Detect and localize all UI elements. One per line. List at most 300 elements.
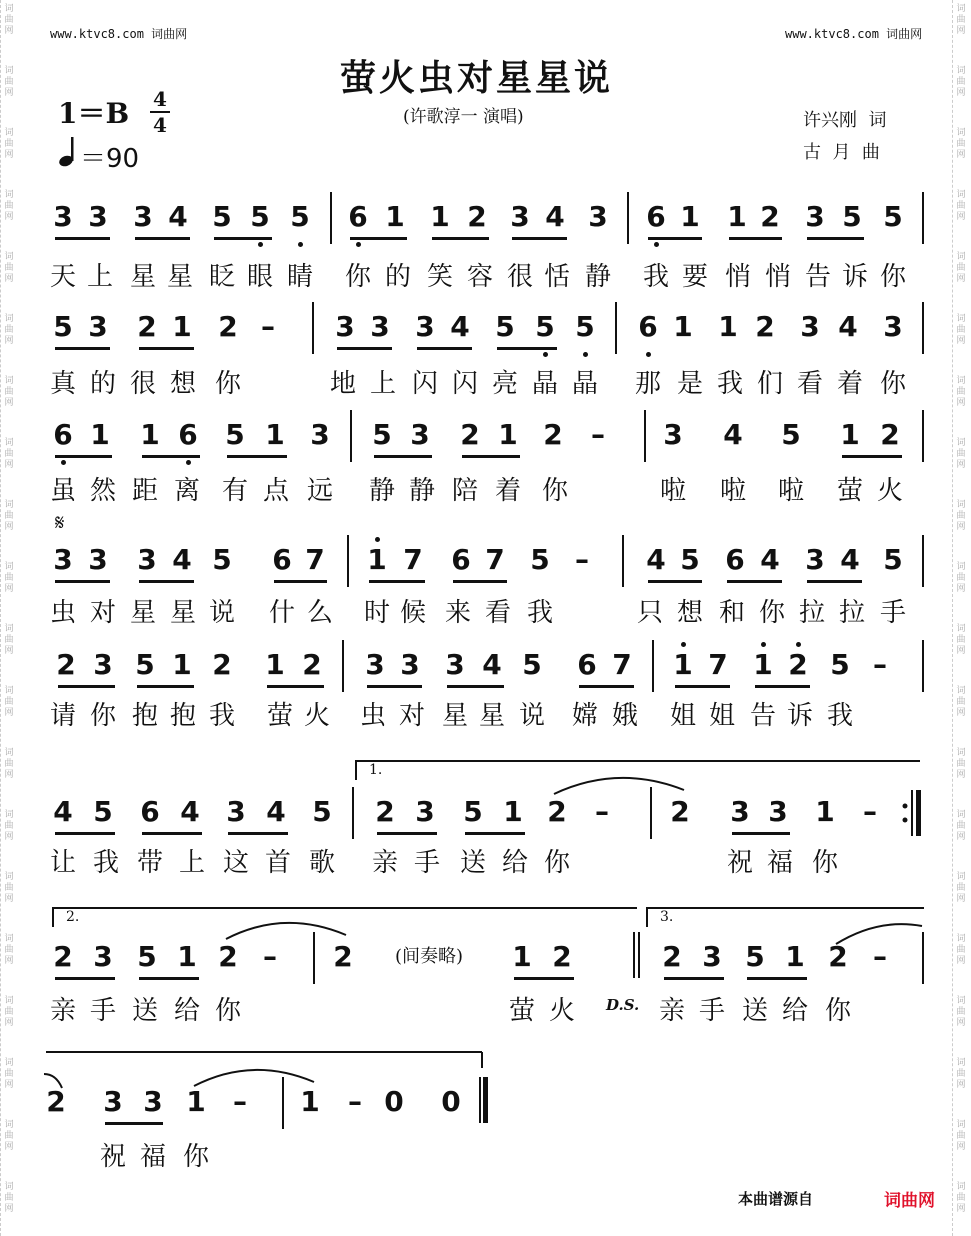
edge-watermark-char: 曲 (956, 387, 966, 397)
beam-underline (214, 237, 272, 240)
note: 2 (375, 795, 395, 828)
edge-watermark-char: 曲 (4, 325, 14, 335)
lyric-char: 告 (749, 701, 776, 731)
quarter-note-icon (58, 135, 78, 171)
note: 2 (218, 310, 238, 343)
edge-watermark-char: 曲 (956, 1131, 966, 1141)
beam-underline (727, 580, 782, 583)
beam-underline (675, 685, 730, 688)
beam-underline (55, 347, 110, 350)
lyric-char: 姐 (708, 701, 735, 731)
lyric-char: 的 (89, 369, 116, 399)
repeat-end-barline (900, 790, 924, 846)
lyric-char: 萤 (266, 701, 293, 731)
note: 5 (535, 310, 555, 343)
beam-underline (142, 832, 202, 835)
note: 1 (186, 1085, 206, 1118)
note: 5 (745, 940, 765, 973)
note: – (263, 940, 277, 973)
edge-watermark-char: 曲 (4, 697, 14, 707)
lyric-char: 你 (879, 262, 906, 292)
note: 7 (305, 543, 325, 576)
lyricist-credit: 许兴刚 词 (803, 110, 887, 131)
lyric-char: 然 (89, 476, 116, 506)
edge-watermark-char: 词 (956, 810, 966, 820)
note: 3 (88, 200, 108, 233)
edge-watermark-char: 网 (4, 398, 14, 408)
beam-underline (142, 455, 200, 458)
lyric-char: 我 (642, 262, 669, 292)
note: 1 (753, 648, 773, 681)
note: 3 (663, 418, 683, 451)
edge-watermark-char: 曲 (956, 201, 966, 211)
edge-watermark-char: 网 (4, 894, 14, 904)
edge-watermark-char: 曲 (4, 1007, 14, 1017)
edge-watermark-char: 词 (4, 562, 14, 572)
time-signature-bottom: 4 (153, 113, 167, 137)
note: 3 (133, 200, 153, 233)
lyric-char: 说 (518, 701, 545, 731)
note: 1 (172, 310, 192, 343)
lyric-char: 拉 (798, 598, 825, 628)
note: 6 (53, 418, 73, 451)
note: 4 (646, 543, 666, 576)
edge-watermark-char: 曲 (4, 77, 14, 87)
lyric-char: 看 (796, 369, 823, 399)
note: 5 (781, 418, 801, 451)
lyric-char: 亲 (49, 996, 76, 1026)
octave-dot-above (796, 642, 801, 647)
octave-dot-above (375, 537, 380, 542)
note: 5 (53, 310, 73, 343)
note: 3 (137, 543, 157, 576)
note: 3 (415, 795, 435, 828)
lyric-char: 上 (178, 848, 205, 878)
edge-watermark-char: 曲 (4, 263, 14, 273)
note: 5 (883, 543, 903, 576)
edge-watermark-char: 曲 (956, 77, 966, 87)
beam-underline (648, 580, 702, 583)
note: 4 (840, 543, 860, 576)
edge-watermark-char: 曲 (956, 263, 966, 273)
note: 5 (135, 648, 155, 681)
note: 3 (226, 795, 246, 828)
edge-watermark-char: 词 (4, 810, 14, 820)
edge-watermark-char: 网 (956, 150, 966, 160)
lyric-char: 萤 (508, 996, 535, 1026)
lyric-char: 们 (756, 369, 783, 399)
note: 5 (250, 200, 270, 233)
lyric-char: 亮 (491, 369, 518, 399)
barline (312, 302, 314, 354)
note: 3 (88, 543, 108, 576)
lyric-char: 虫 (359, 701, 386, 731)
edge-watermark-char: 词 (4, 314, 14, 324)
volta-number: 2. (66, 909, 80, 925)
lyric-char: 和 (718, 598, 745, 628)
edge-watermark-char: 词 (956, 1058, 966, 1068)
note: 2 (46, 1085, 66, 1118)
note: 6 (348, 200, 368, 233)
note: 4 (723, 418, 743, 451)
edge-watermark-char: 曲 (4, 449, 14, 459)
beam-underline (139, 347, 194, 350)
note: 1 (503, 795, 523, 828)
note: – (873, 940, 887, 973)
edge-watermark-char: 曲 (4, 1131, 14, 1141)
octave-dot-above (761, 642, 766, 647)
beam-underline (139, 977, 199, 980)
edge-watermark-char: 词 (956, 190, 966, 200)
lyric-char: 抱 (131, 701, 158, 731)
note: 2 (755, 310, 775, 343)
note: – (348, 1085, 362, 1118)
lyric-char: 你 (879, 369, 906, 399)
note: 6 (638, 310, 658, 343)
lyric-char: 告 (804, 262, 831, 292)
note: 3 (53, 200, 73, 233)
edge-watermark-char: 曲 (956, 1069, 966, 1079)
lyric-char: 的 (384, 262, 411, 292)
edge-watermark-char: 曲 (4, 945, 14, 955)
lyric-char: 火 (876, 476, 903, 506)
lyric-char: 来 (444, 598, 471, 628)
barline (922, 410, 924, 462)
edge-watermark-char: 词 (4, 438, 14, 448)
note: 2 (56, 648, 76, 681)
note: 2 (333, 940, 353, 973)
lyric-char: 只 (636, 598, 663, 628)
edge-watermark-char: 网 (4, 274, 14, 284)
beam-underline (417, 347, 472, 350)
note: 3 (588, 200, 608, 233)
note: 5 (575, 310, 595, 343)
key-signature: 1＝B (58, 97, 130, 130)
edge-watermark-char: 网 (956, 1142, 966, 1152)
edge-watermark-char: 词 (956, 128, 966, 138)
note: 1 (430, 200, 450, 233)
lyric-char: 手 (413, 848, 440, 878)
beam-underline (807, 580, 862, 583)
edge-watermark-char: 网 (956, 336, 966, 346)
note: 1 (265, 648, 285, 681)
edge-watermark-char: 曲 (4, 387, 14, 397)
lyric-char: 笑 (426, 262, 453, 292)
lyric-char: 福 (766, 848, 793, 878)
edge-watermark-char: 词 (4, 190, 14, 200)
lyric-char: 你 (811, 848, 838, 878)
lyric-char: 手 (698, 996, 725, 1026)
lyric-char: 静 (368, 476, 395, 506)
volta-number: 3. (660, 909, 674, 925)
lyric-char: 星 (169, 598, 196, 628)
lyric-char: 让 (49, 848, 76, 878)
beam-underline (274, 580, 327, 583)
lyric-char: 那 (634, 369, 661, 399)
tie-arc (832, 922, 924, 950)
edge-watermark-char: 网 (4, 522, 14, 532)
lyric-char: 亲 (658, 996, 685, 1026)
barline (922, 535, 924, 587)
barline (342, 640, 344, 692)
barline (652, 640, 654, 692)
edge-watermark-char: 网 (956, 646, 966, 656)
edge-watermark-char: 曲 (4, 759, 14, 769)
beam-underline (350, 237, 407, 240)
lyric-char: 说 (208, 598, 235, 628)
edge-watermark-char: 网 (4, 708, 14, 718)
lyric-char: 手 (879, 598, 906, 628)
edge-watermark-char: 曲 (4, 139, 14, 149)
note: – (261, 310, 275, 343)
note: 1 (367, 543, 387, 576)
beam-underline (807, 237, 864, 240)
edge-watermark-char: 网 (4, 88, 14, 98)
lyric-char: 给 (173, 996, 200, 1026)
edge-watermark-char: 网 (956, 1080, 966, 1090)
note: 7 (485, 543, 505, 576)
note: 5 (530, 543, 550, 576)
edge-watermark-char: 曲 (4, 573, 14, 583)
left-edge-strip (0, 0, 17, 1236)
note: 5 (93, 795, 113, 828)
note: 4 (53, 795, 73, 828)
lyric-char: 静 (408, 476, 435, 506)
note: – (863, 795, 877, 828)
lyric-char: 诉 (786, 701, 813, 731)
note: 3 (53, 543, 73, 576)
barline (627, 192, 629, 244)
note: 2 (543, 418, 563, 451)
edge-watermark-char: 词 (4, 252, 14, 262)
note: 2 (788, 648, 808, 681)
segno-sign: 𝄋 (55, 511, 65, 536)
note: 6 (451, 543, 471, 576)
note: 2 (760, 200, 780, 233)
note: 1 (727, 200, 747, 233)
lyric-char: 我 (526, 598, 553, 628)
edge-watermark-char: 网 (956, 88, 966, 98)
note: 2 (467, 200, 487, 233)
lyric-char: 么 (306, 598, 333, 628)
note: 2 (460, 418, 480, 451)
lyric-char: 你 (214, 996, 241, 1026)
lyric-char: 你 (543, 848, 570, 878)
edge-watermark-char: 词 (956, 996, 966, 1006)
note: 1 (512, 940, 532, 973)
note: 7 (403, 543, 423, 576)
edge-watermark-char: 网 (956, 770, 966, 780)
lyric-char: 对 (398, 701, 425, 731)
right-edge-strip (952, 0, 969, 1236)
edge-watermark-char: 曲 (4, 635, 14, 645)
lyric-char: 我 (208, 701, 235, 731)
beam-underline (105, 1122, 163, 1125)
lyric-char: 真 (49, 369, 76, 399)
note: 4 (450, 310, 470, 343)
edge-watermark-char: 词 (4, 500, 14, 510)
lyric-char: 恬 (543, 262, 570, 292)
edge-watermark-char: 词 (956, 1182, 966, 1192)
edge-watermark-char: 词 (4, 66, 14, 76)
note: 1 (673, 310, 693, 343)
note: 3 (702, 940, 722, 973)
song-title: 萤火虫对星星说 (340, 57, 614, 99)
edge-watermark-char: 网 (4, 460, 14, 470)
note: 5 (522, 648, 542, 681)
edge-watermark-char: 曲 (956, 573, 966, 583)
edge-watermark-char: 网 (956, 584, 966, 594)
lyric-char: 首 (264, 848, 291, 878)
edge-watermark-char: 词 (4, 376, 14, 386)
beam-underline (55, 580, 110, 583)
edge-watermark-char: 网 (4, 770, 14, 780)
edge-watermark-char: 词 (956, 562, 966, 572)
note: 6 (140, 795, 160, 828)
lyric-char: 你 (214, 369, 241, 399)
note: 1 (265, 418, 285, 451)
lyric-char: 虫 (49, 598, 76, 628)
source-site-link[interactable]: 词曲网 (884, 1191, 935, 1211)
beam-underline (729, 237, 782, 240)
lyric-char: 嫦 (571, 701, 598, 731)
note: 6 (725, 543, 745, 576)
barline (350, 410, 352, 462)
beam-underline (55, 977, 115, 980)
lyric-char: 你 (541, 476, 568, 506)
site-url-right[interactable]: www.ktvc8.com 词曲网 (785, 27, 923, 41)
lyric-char: 给 (781, 996, 808, 1026)
barline (615, 302, 617, 354)
note: 4 (172, 543, 192, 576)
edge-watermark-char: 词 (956, 376, 966, 386)
tie-arc (222, 915, 350, 945)
composer-credit: 古 月 曲 (803, 142, 880, 163)
note: 4 (168, 200, 188, 233)
note: – (575, 543, 589, 576)
octave-dot-below (298, 242, 303, 247)
lyric-char: 萤 (836, 476, 863, 506)
beam-underline (367, 685, 422, 688)
lyric-char: 这 (222, 848, 249, 878)
note: 3 (730, 795, 750, 828)
lyric-char: 睛 (286, 262, 313, 292)
note: 4 (266, 795, 286, 828)
edge-watermark-char: 网 (956, 894, 966, 904)
note: 1 (90, 418, 110, 451)
beam-underline (137, 685, 194, 688)
octave-dot-below (654, 242, 659, 247)
beam-underline (842, 455, 902, 458)
edge-watermark-char: 曲 (956, 449, 966, 459)
note: 3 (883, 310, 903, 343)
edge-watermark-char: 网 (956, 274, 966, 284)
tempo-marking: ＝90 (80, 144, 140, 174)
edge-watermark-char: 曲 (956, 635, 966, 645)
beam-underline (465, 832, 525, 835)
lyric-char: 姐 (669, 701, 696, 731)
beam-underline (139, 580, 194, 583)
beam-underline (228, 832, 288, 835)
lyric-char: 时 (363, 598, 390, 628)
lyric-char: 远 (306, 476, 333, 506)
lyric-char: 抱 (169, 701, 196, 731)
edge-watermark-char: 词 (956, 624, 966, 634)
lyric-char: 有 (221, 476, 248, 506)
edge-watermark-char: 词 (4, 686, 14, 696)
edge-watermark-char: 曲 (956, 511, 966, 521)
beam-underline (453, 580, 507, 583)
lyric-char: 是 (676, 369, 703, 399)
edge-watermark-char: 曲 (956, 821, 966, 831)
edge-watermark-char: 词 (4, 1120, 14, 1130)
beam-underline (512, 237, 567, 240)
edge-watermark-char: 词 (956, 438, 966, 448)
beam-underline (135, 237, 190, 240)
beam-underline (462, 455, 520, 458)
edge-watermark-char: 词 (956, 314, 966, 324)
note: 1 (718, 310, 738, 343)
lyric-char: 静 (584, 262, 611, 292)
edge-watermark-char: 网 (956, 1204, 966, 1214)
note: 2 (547, 795, 567, 828)
beam-underline (337, 347, 392, 350)
time-signature (150, 88, 170, 136)
edge-watermark-char: 词 (4, 996, 14, 1006)
lyric-char: 距 (131, 476, 158, 506)
lyric-char: 我 (826, 701, 853, 731)
lyric-char: 祝 (726, 848, 753, 878)
note: 2 (552, 940, 572, 973)
edge-watermark-char: 词 (4, 4, 14, 14)
edge-watermark-char: 网 (956, 1018, 966, 1028)
beam-underline (664, 977, 724, 980)
beam-underline (747, 977, 807, 980)
edge-watermark-char: 网 (4, 584, 14, 594)
lyric-char: 拉 (838, 598, 865, 628)
lyric-char: 闪 (411, 369, 438, 399)
edge-watermark-char: 网 (4, 336, 14, 346)
lyric-char: 送 (741, 996, 768, 1026)
lyric-char: 什 (268, 598, 295, 628)
edge-watermark-char: 曲 (4, 1069, 14, 1079)
song-subtitle: (许歌淳一 演唱) (403, 107, 524, 127)
note: 5 (290, 200, 310, 233)
lyric-char: 你 (182, 1142, 209, 1172)
octave-dot-above (681, 642, 686, 647)
beam-underline (514, 977, 574, 980)
lyric-char: 你 (344, 262, 371, 292)
edge-watermark-char: 曲 (956, 139, 966, 149)
barline (347, 535, 349, 587)
note: 0 (441, 1085, 461, 1118)
lyric-char: 眼 (246, 262, 273, 292)
tie-arc (42, 1070, 72, 1096)
edge-watermark-char: 词 (4, 748, 14, 758)
edge-watermark-char: 曲 (956, 15, 966, 25)
site-url-left[interactable]: www.ktvc8.com 词曲网 (50, 27, 188, 41)
beam-underline (497, 347, 557, 350)
edge-watermark-char: 词 (956, 748, 966, 758)
lyric-char: 啦 (659, 476, 686, 506)
lyric-char: 天 (49, 262, 76, 292)
note: 3 (510, 200, 530, 233)
note: 3 (93, 940, 113, 973)
beam-underline (58, 685, 115, 688)
note: 2 (137, 310, 157, 343)
note: 2 (218, 940, 238, 973)
lyric-char: 娥 (611, 701, 638, 731)
